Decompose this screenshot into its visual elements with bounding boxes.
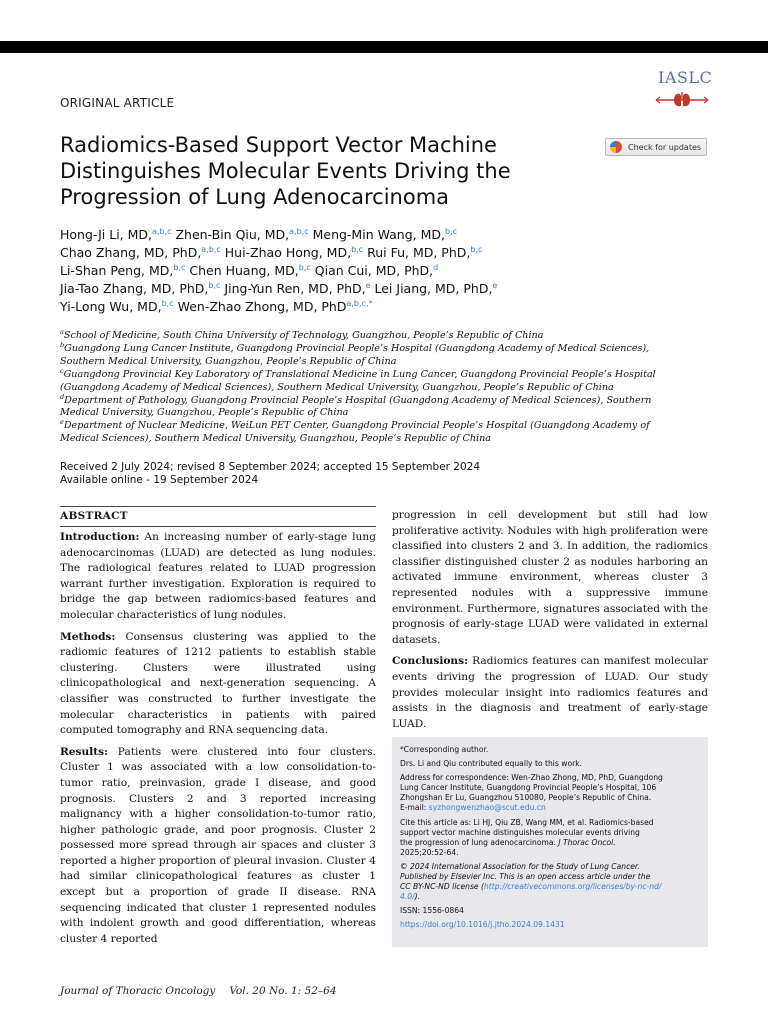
affiliation-letter: b <box>60 340 65 349</box>
affiliation-marker[interactable]: b,c <box>173 263 186 272</box>
lungs-logo-icon <box>654 90 710 110</box>
citation-line: support vector machine distinguishes molecular events driving <box>400 827 640 837</box>
article-dates <box>60 461 480 487</box>
check-for-updates-button[interactable] <box>605 138 707 156</box>
affiliation-line <box>60 392 710 408</box>
license-line <box>400 862 700 872</box>
author-line <box>60 226 720 244</box>
citation-line <box>400 838 700 848</box>
abstract-introduction <box>60 530 376 624</box>
affiliation-marker[interactable]: e <box>492 281 498 290</box>
abstract-results-continued: progression in cell development but still had low proliferative activity. Nodules with high proliferation were classified into clusters 2 and 3. In addition, the radiomics classifier distinguished cluster 2 as nodules harboring an activated immune environment, whereas cluster 3 represented nodules with a suppressive immune environment. Furthermore, signatures associated with the prognosis of early-stage LUAD were validated in external datasets. <box>392 509 708 646</box>
license-text: Published by Elsevier Inc. This is an open access article under the <box>400 872 651 882</box>
journal-footer <box>60 985 337 997</box>
affiliation-marker[interactable]: a,b,c <box>152 227 172 236</box>
affiliation-line <box>60 356 710 369</box>
article-type-label: ORIGINAL ARTICLE <box>60 96 175 110</box>
affiliation-letter: e <box>60 418 64 427</box>
affiliation-line <box>60 407 710 420</box>
author-name: Lei Jiang, MD, PhD, <box>374 281 493 296</box>
affiliations <box>60 330 710 446</box>
author-line <box>60 298 720 316</box>
online-date: Available online - 19 September 2024 <box>60 474 259 486</box>
author-name: Yi-Long Wu, MD, <box>60 299 162 314</box>
affiliation-marker[interactable]: a,b,c <box>289 227 309 236</box>
affiliation-letter: d <box>60 392 65 401</box>
affiliation-text: School of Medicine, South China University of Technology, Guangzhou, People’s Republic of China <box>63 330 544 341</box>
iaslc-logo <box>650 68 720 112</box>
affiliation-marker[interactable]: b,c <box>470 245 483 254</box>
citation-line: Cite this article as: Li HJ, Qiu ZB, Wang MM, et al. Radiomics-based <box>400 817 654 827</box>
affiliation-text: Guangdong Provincial Key Laboratory of Translational Medicine in Lung Cancer, Guangdong Provincial People’s Hospital <box>63 368 656 380</box>
affiliation-text: (Guangdong Academy of Medical Sciences), Southern Medical University, Guangzhou, People’s Republic of China <box>60 381 614 393</box>
citation-journal: J Thorac Oncol. <box>558 837 616 847</box>
author-name: Chen Huang, MD, <box>189 263 299 278</box>
iaslc-logo-text: IASLC <box>658 68 713 87</box>
section-text: Radiomics features can manifest molecular events driving the progression of LUAD. Our study provides molecular insight into radiomics features and assists in the diagnosis and treatment of early-stage LUAD. <box>392 655 708 730</box>
title-line: Radiomics-Based Support Vector Machine <box>60 133 497 157</box>
author-name: Li-Shan Peng, MD, <box>60 263 174 278</box>
email-line <box>400 803 700 813</box>
section-label: Introduction: <box>60 531 140 543</box>
affiliation-text: Medical University, Guangzhou, People’s Republic of China <box>60 407 349 419</box>
author-name: Zhen-Bin Qiu, MD, <box>175 227 290 242</box>
affiliation-marker[interactable]: b,c <box>298 263 311 272</box>
article-title <box>60 132 580 210</box>
issn: ISSN: 1556-0864 <box>400 906 464 916</box>
author-name: Rui Fu, MD, PhD, <box>367 245 471 260</box>
abstract-heading-rule <box>60 526 376 527</box>
affiliation-letter: a <box>60 328 64 336</box>
license-text: CC BY-NC-ND license ( <box>400 882 484 892</box>
affiliation-marker[interactable]: b,c <box>445 227 458 236</box>
article-info-box <box>392 737 708 947</box>
abstract-right-column <box>392 508 708 738</box>
license-line <box>400 892 700 902</box>
affiliation-line <box>60 330 710 343</box>
title-line: Distinguishes Molecular Events Driving the <box>60 159 511 183</box>
author-name: Qian Cui, MD, PhD, <box>314 263 434 278</box>
section-label: Results: <box>60 745 109 758</box>
author-name: Hong-Ji Li, MD, <box>60 227 153 242</box>
author-name: Meng-Min Wang, MD, <box>312 227 445 242</box>
title-line: Progression of Lung Adenocarcinoma <box>60 185 450 209</box>
affiliation-line <box>60 420 710 433</box>
citation-line: 2025;20:52-64. <box>400 847 459 857</box>
email-link[interactable]: syzhongwenzhao@scut.edu.cn <box>428 803 546 813</box>
author-line <box>60 244 720 262</box>
affiliation-marker[interactable]: a,b,c,* <box>346 299 373 308</box>
affiliation-marker[interactable]: d <box>433 263 439 272</box>
license-text: ). <box>414 892 421 902</box>
affiliation-marker[interactable]: a,b,c <box>201 245 221 254</box>
abstract-results <box>60 745 376 948</box>
affiliation-letter: c <box>60 366 64 375</box>
affiliation-marker[interactable]: e <box>365 281 371 290</box>
affiliation-text: Department of Nuclear Medicine, WeiLun PET Center, Guangdong Provincial People’s Hospital (Guangdong Academy of <box>63 420 650 432</box>
affiliation-text: Medical Sciences), Southern Medical University, Guangzhou, People’s Republic of China <box>60 433 492 445</box>
license-line <box>400 872 700 882</box>
author-list <box>60 226 720 316</box>
affiliation-marker[interactable]: b,c <box>208 281 221 290</box>
affiliation-text: Guangdong Lung Cancer Institute, Guangdong Provincial People’s Hospital (Guangdong Academy of Medical Sciences), <box>64 342 650 354</box>
corresponding-author-note: *Corresponding author. <box>400 745 489 754</box>
section-text: Consensus clustering was applied to the radiomic features of 1212 patients to establish stable clustering. Clusters were illustrated using clinicopathological and next-generation sequencing. A classifier was constructed to further investigate the molecular characteristics in patients with paired computed tomography and RNA sequencing data. <box>60 630 376 737</box>
license-line <box>400 882 700 892</box>
section-label: Methods: <box>60 630 116 643</box>
author-name: Wen-Zhao Zhong, MD, PhD <box>177 299 347 314</box>
affiliation-marker[interactable]: b,c <box>351 245 364 254</box>
citation-text: the progression of lung adenocarcinoma. <box>400 837 556 847</box>
abstract-left-column <box>60 530 376 953</box>
address-line: Lung Cancer Institute, Guangdong Provincial People’s Hospital, 106 <box>400 783 657 793</box>
affiliation-line <box>60 433 710 446</box>
address-line: Address for correspondence: Wen-Zhao Zhong, MD, PhD, Guangdong <box>400 773 663 783</box>
check-for-updates-label: Check for updates <box>628 142 702 152</box>
section-label: Conclusions: <box>392 655 469 668</box>
email-label: E-mail: <box>400 803 427 813</box>
affiliation-text: Southern Medical University, Guangzhou, People’s Republic of China <box>60 355 397 367</box>
affiliation-marker[interactable]: b,c <box>161 299 174 308</box>
abstract-conclusions <box>392 654 708 732</box>
affiliation-line <box>60 382 710 395</box>
license-link-cont[interactable]: 4.0/ <box>400 892 415 902</box>
author-name: Jia-Tao Zhang, MD, PhD, <box>60 281 209 296</box>
journal-volume: Vol. 20 No. 1: 52–64 <box>229 985 337 997</box>
author-name: Chao Zhang, MD, PhD, <box>60 245 202 260</box>
doi-link[interactable]: https://doi.org/10.1016/j.jtho.2024.09.1431 <box>400 920 565 930</box>
crossmark-icon <box>610 141 622 153</box>
affiliation-line <box>60 340 710 356</box>
author-line <box>60 262 720 280</box>
abstract-top-rule <box>60 506 376 507</box>
equal-contribution-note: Drs. Li and Qiu contributed equally to this work. <box>400 759 583 769</box>
author-name: Jing-Yun Ren, MD, PhD, <box>224 281 366 296</box>
abstract-methods <box>60 630 376 739</box>
affiliation-line <box>60 366 710 382</box>
abstract-heading: ABSTRACT <box>60 510 128 522</box>
section-text: Patients were clustered into four clusters. Cluster 1 was associated with a low consolidation-to-tumor ratio, preinvasion, grade I disease, and good prognosis. Clusters 2 and 3 reported increasing malignancy with a higher consolidation-to-tumor ratio, higher pathologic grade, and poor prognosis. Cluster 2 possessed more spread through air spaces and cluster 3 reported a higher proportion of pleural invasion. Cluster 4 had similar clinicopathological features as cluster 1 except but a proportion of grade II disease. RNA sequencing indicated that cluster 1 represented nodules with indolent growth and good differentiation, whereas cluster 4 reported <box>60 745 376 945</box>
affiliation-text: Department of Pathology, Guangdong Provincial People’s Hospital (Guangdong Academy of Medical Sciences), Southern <box>64 394 652 406</box>
author-name: Hui-Zhao Hong, MD, <box>224 245 352 260</box>
received-dates: Received 2 July 2024; revised 8 September 2024; accepted 15 September 2024 <box>60 461 481 473</box>
journal-name: Journal of Thoracic Oncology <box>60 985 216 997</box>
license-link[interactable]: http://creativecommons.org/licenses/by-nc-nd/ <box>483 882 662 892</box>
top-black-bar <box>0 41 768 53</box>
author-line <box>60 280 720 298</box>
address-line: Zhongshan Er Lu, Guangzhou 510080, People’s Republic of China. <box>400 793 652 803</box>
section-text: An increasing number of early-stage lung adenocarcinomas (LUAD) are detected as lung nodules. The radiological features related to LUAD progression warrant further investigation. Exploration is required to bridge the gap between radiomics-based features and molecular characteristics of lung nodules. <box>60 531 376 621</box>
license-text: © 2024 International Association for the Study of Lung Cancer. <box>400 861 640 871</box>
